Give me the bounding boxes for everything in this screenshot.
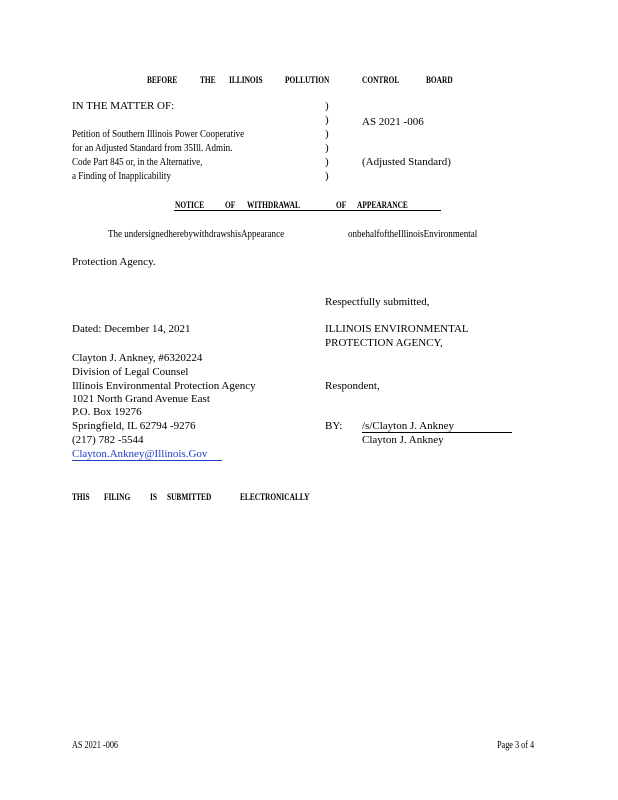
filing-word: FILING [104, 492, 131, 502]
signature-line: /s/Clayton J. Ankney [362, 420, 512, 433]
in-the-matter: IN THE MATTER OF: [72, 100, 175, 112]
signer-name: Clayton J. Ankney [362, 434, 444, 446]
title-word: WITHDRAWAL [247, 200, 300, 210]
header-word: BOARD [426, 75, 453, 85]
page-number: Page 3 of 4 [497, 740, 535, 751]
title-word: OF [225, 200, 236, 210]
filing-word: THIS [72, 492, 90, 502]
email-link[interactable]: Clayton.Ankney@Illinois.Gov [72, 448, 222, 461]
paren: ) [325, 142, 329, 154]
case-number: AS 2021 -006 [362, 116, 424, 128]
by-label: BY: [325, 420, 343, 432]
counsel-line: (217) 782 -5544 [72, 434, 144, 446]
paren: ) [325, 114, 329, 126]
body-text: onbehalfoftheIllinoisEnvironmental [348, 228, 478, 240]
counsel-line: Division of Legal Counsel [72, 366, 189, 378]
paren: ) [325, 128, 329, 140]
caption-line: for an Adjusted Standard from 35Ill. Admin. [72, 142, 233, 154]
header-word: BEFORE [147, 75, 178, 85]
body-text: Protection Agency. [72, 256, 156, 268]
counsel-line: Clayton J. Ankney, #6320224 [72, 352, 203, 364]
paren: ) [325, 170, 329, 182]
filing-word: IS [150, 492, 157, 502]
respondent: Respondent, [325, 380, 380, 392]
body-text: The undersignedherebywithdrawshisAppearance [108, 228, 285, 240]
title-underline [174, 210, 441, 211]
counsel-line: Illinois Environmental Protection Agency [72, 380, 256, 392]
filing-word: SUBMITTED [167, 492, 212, 502]
footer-case-number: AS 2021 -006 [72, 740, 119, 751]
header-word: CONTROL [362, 75, 400, 85]
case-type: (Adjusted Standard) [362, 156, 451, 168]
date-line: Dated: December 14, 2021 [72, 323, 191, 335]
header-word: POLLUTION [285, 75, 330, 85]
title-word: OF [336, 200, 347, 210]
paren: ) [325, 156, 329, 168]
header-word: THE [200, 75, 216, 85]
caption-line: Petition of Southern Illinois Power Cooperative [72, 128, 245, 140]
closing: Respectfully submitted, [325, 296, 430, 308]
paren: ) [325, 100, 329, 112]
counsel-line: Springfield, IL 62794 -9276 [72, 420, 196, 432]
header-word: ILLINOIS [229, 75, 263, 85]
title-word: NOTICE [175, 200, 205, 210]
title-word: APPEARANCE [357, 200, 408, 210]
caption-line: a Finding of Inapplicability [72, 170, 171, 182]
counsel-line: P.O. Box 19276 [72, 406, 142, 418]
party-line: PROTECTION AGENCY, [325, 337, 443, 349]
filing-word: ELECTRONICALLY [240, 492, 310, 502]
party-line: ILLINOIS ENVIRONMENTAL [325, 323, 469, 335]
caption-line: Code Part 845 or, in the Alternative, [72, 156, 203, 168]
counsel-line: 1021 North Grand Avenue East [72, 393, 210, 405]
